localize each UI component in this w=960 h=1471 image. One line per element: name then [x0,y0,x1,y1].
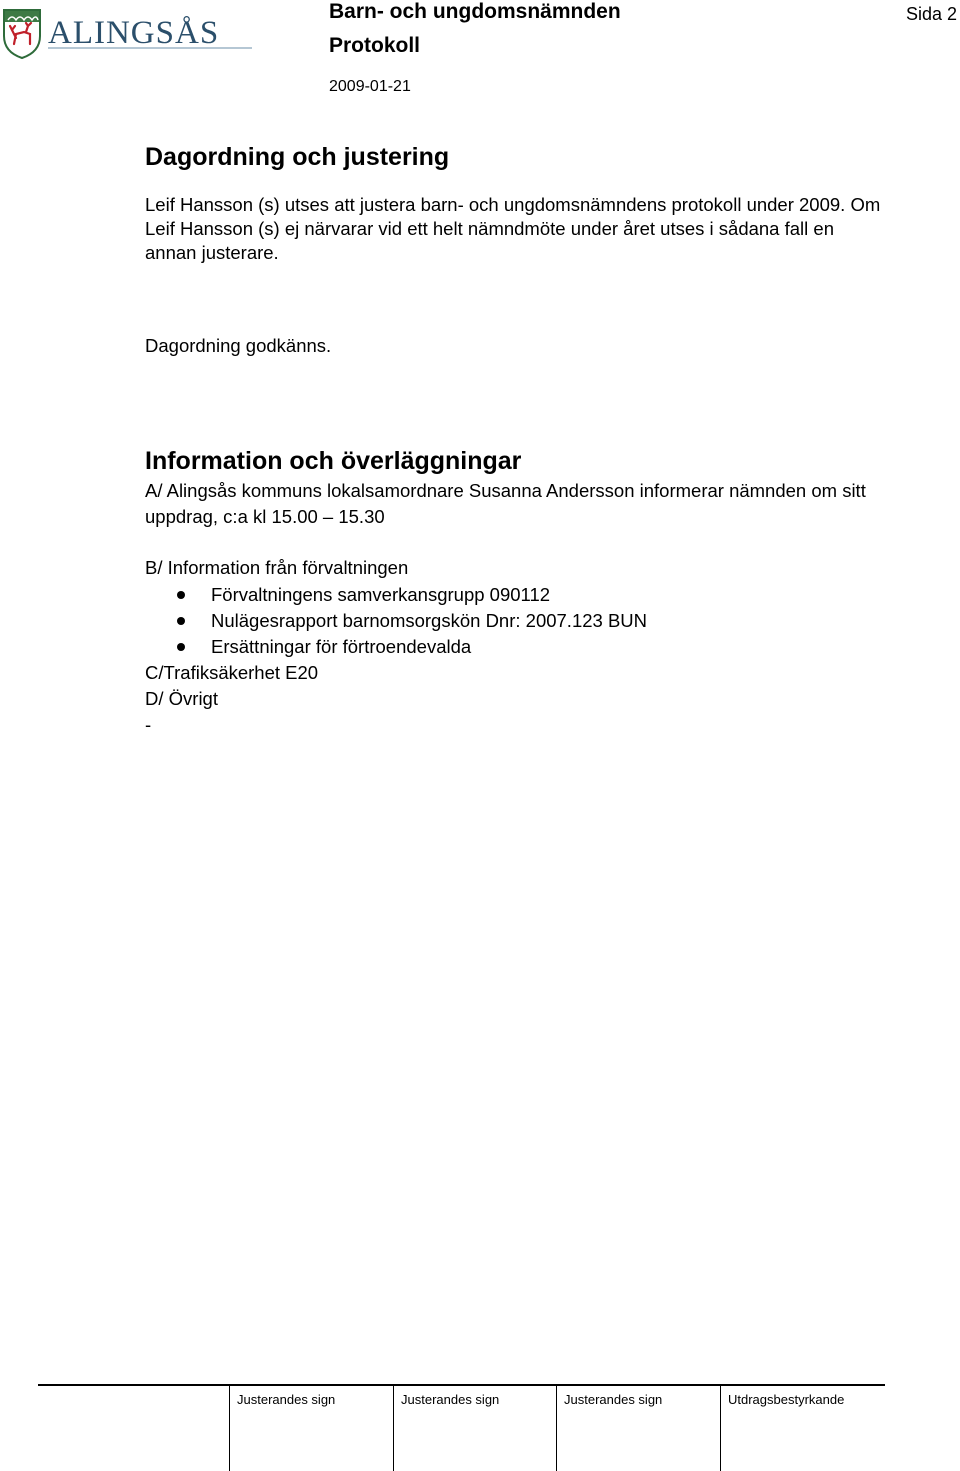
bullet-icon [177,591,185,599]
svg-text:ALINGSÅS: ALINGSÅS [48,15,220,51]
information-item-b: B/ Information från förvaltningen [145,557,409,578]
paragraph-adjuster: Leif Hansson (s) utses att justera barn- och ungdomsnämndens protokoll under 2009. Om Leif Hansson (s) ej närvarar vid ett helt nämndmöte under året utses i sådana fall en annan justerare. [145,194,881,263]
footer-divider [229,1385,230,1471]
paragraph-approval: Dagordning godkänns. [145,335,332,356]
trailing-dash: - [145,714,152,735]
footer-divider [720,1385,721,1471]
coat-of-arms-icon [2,6,254,60]
signature-box-label: Justerandes sign [401,1392,500,1407]
list-item: Förvaltningens samverkansgrupp 090112 [145,582,647,608]
information-bullet-list [145,582,647,660]
document-date: 2009-01-21 [329,78,411,95]
signature-box-label: Justerandes sign [237,1392,336,1407]
footer-divider [556,1385,557,1471]
municipality-logo [2,6,254,60]
section-heading-agenda: Dagordning och justering [145,143,450,171]
page-number: Sida 2 [906,4,958,24]
organization-name: Barn- och ungdomsnämnden [329,0,621,23]
section-heading-information: Information och överläggningar [145,447,522,475]
bullet-icon [177,643,185,651]
information-item-c: C/Trafiksäkerhet E20 [145,662,319,683]
bullet-icon [177,617,185,625]
information-item-d: D/ Övrigt [145,688,218,709]
signature-box-label: Justerandes sign [564,1392,663,1407]
list-item: Ersättningar för förtroendevalda [145,634,647,660]
information-item-a: A/ Alingsås kommuns lokalsamordnare Susanna Andersson informerar nämnden om sitt uppdrag, c:a kl 15.00 – 15.30 [145,480,866,527]
document-type: Protokoll [329,34,421,57]
footer-divider [393,1385,394,1471]
certification-box-label: Utdragsbestyrkande [728,1392,845,1407]
list-item: Nulägesrapport barnomsorgskön Dnr: 2007.123 BUN [145,608,647,634]
footer-rule [38,1384,885,1386]
